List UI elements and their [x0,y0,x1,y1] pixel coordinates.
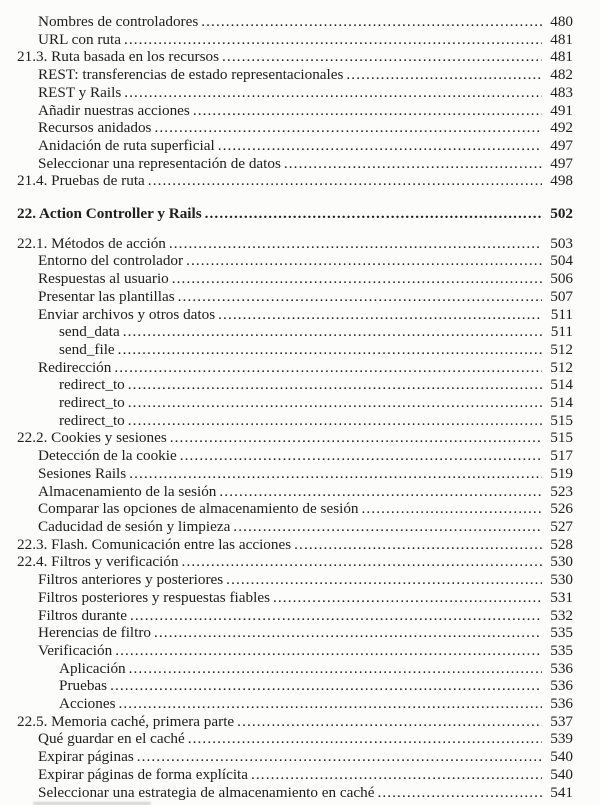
toc-leader-dots [170,429,542,447]
toc-leader-dots [294,536,542,554]
toc-entry-page: 517 [550,447,573,465]
toc-entry [17,713,573,731]
toc-entry [17,518,573,536]
toc-entry-label: Verificación [38,641,113,659]
toc-leader-dots [193,102,542,120]
toc-leader-dots [128,376,542,394]
toc-entry-page: 536 [550,677,573,695]
toc-entry [17,536,573,554]
toc-leader-dots [218,137,542,155]
toc-entry-label: Filtros posteriores y respuestas fiables [38,588,270,606]
toc-entry-page: 514 [550,394,573,412]
toc-entry-label: Expirar páginas de forma explícita [38,765,249,783]
toc-leader-dots [273,589,542,607]
toc-entry-label: 22.2. Cookies y sesiones [17,429,167,447]
toc-entry [17,252,573,270]
toc-entry-label: Respuestas al usuario [38,270,169,288]
toc-leader-dots [377,784,542,802]
toc-entry-page: 480 [550,13,573,30]
toc-entry-label: Comparar las opciones de almacenamiento de sesión [38,500,359,518]
toc-entry [17,172,573,190]
toc-leader-dots [124,31,542,49]
toc-leader-dots [233,518,542,536]
toc-entry [17,748,573,766]
toc-entry [17,589,573,607]
toc-entry-label: Añadir nuestras acciones [38,101,190,119]
toc-leader-dots [226,571,542,589]
toc-entry [17,784,573,802]
toc-entry-label: 22.4. Filtros y verificación [17,553,179,571]
toc-entry-label: Filtros durante [38,606,128,624]
toc-entry [17,48,573,66]
toc-leader-dots [219,483,542,501]
toc-entry-page: 531 [550,588,573,606]
toc-leader-dots [124,84,542,102]
toc-entry-page: 514 [550,376,573,394]
toc-entry-label: Filtros anteriores y posteriores [38,571,224,589]
toc-entry-page: 530 [550,553,573,571]
toc-entry [17,465,573,483]
toc-entry [17,642,573,660]
toc-entry-page: 532 [550,606,573,624]
toc-entry [17,695,573,713]
toc-entry-page: 491 [550,101,573,119]
toc-leader-dots [114,359,542,377]
toc-entry [17,137,573,155]
toc-entry [17,288,573,306]
toc-leader-dots [172,270,542,288]
toc-leader-dots [362,500,542,518]
toc-entry-label: Acciones [59,695,116,713]
toc-entry [17,730,573,748]
toc-leader-dots [169,235,542,253]
toc-leader-dots [205,205,542,223]
toc-entry [17,429,573,447]
toc-entry [17,270,573,288]
toc-entry-label: Detección de la cookie [38,447,177,465]
toc-entry-page: 512 [550,340,573,358]
toc-entry-page: 539 [550,730,573,748]
toc-entry [17,205,573,223]
toc-entry-page: 519 [550,464,573,482]
toc-leader-dots [115,642,542,660]
toc-entry-label: redirect_to [59,411,125,429]
toc-entry-label: redirect_to [59,376,125,394]
toc-entry-page: 512 [550,358,573,376]
toc-entry-page: 481 [550,48,573,66]
toc-entry-label: 22.3. Flash. Comunicación entre las acciones [17,535,292,553]
toc-entry [17,359,573,377]
toc-leader-dots [222,48,542,66]
toc-entry [17,677,573,695]
toc-leader-dots [154,624,542,642]
toc-entry-page: 503 [550,234,573,252]
toc-leader-dots [123,323,542,341]
toc-entry [17,500,573,518]
toc-entry [17,624,573,642]
toc-entry-page: 511 [550,323,573,341]
toc-entry-label: 22.1. Métodos de acción [17,234,166,252]
toc-leader-dots [251,766,542,784]
toc-entry-label: Anidación de ruta superficial [38,136,215,154]
toc-entry [17,412,573,430]
toc-entry-label: Qué guardar en el caché [38,730,185,748]
toc-leader-dots [182,553,542,571]
toc-leader-dots [180,447,542,465]
toc-entry-label: Recursos anidados [38,119,152,137]
toc-leader-dots [237,713,542,731]
toc-leader-dots [129,465,542,483]
toc-entry-label: Herencias de filtro [38,624,152,642]
toc-entry-page: 536 [550,695,573,713]
toc-leader-dots [129,660,542,678]
toc-entry-label: Sesiones Rails [38,464,127,482]
toc-leader-dots [110,677,542,695]
toc-entry [17,13,573,31]
toc-entry-page: 526 [550,500,573,518]
toc-leader-dots [186,252,542,270]
toc-entry-page: 535 [550,641,573,659]
toc-entry [17,447,573,465]
toc-entry-page: 530 [550,571,573,589]
toc-entry-page: 515 [550,411,573,429]
toc-leader-dots [118,341,542,359]
toc-entry [17,119,573,137]
toc-entry-label: REST y Rails [38,83,122,101]
toc-entry-label: send_data [59,323,120,341]
toc-leader-dots [130,607,542,625]
toc-entry-page: 504 [550,252,573,270]
toc-entry-label: Aplicación [59,659,126,677]
toc-entry-page: 537 [550,712,573,730]
toc-entry-page: 541 [550,783,573,801]
toc-entry [17,607,573,625]
toc-entry-label: REST: transferencias de estado representacionales [38,66,344,84]
toc-leader-dots [218,306,542,324]
toc-leader-dots [128,394,542,412]
toc-entry [17,553,573,571]
toc-leader-dots [128,412,542,430]
toc-leader-dots [178,288,542,306]
toc-entry-label: Almacenamiento de la sesión [38,482,217,500]
toc-entry [17,31,573,49]
toc-entry-label: redirect_to [59,394,125,412]
toc-entry-label: 21.4. Pruebas de ruta [17,172,145,190]
toc-entry-label: Seleccionar una representación de datos [38,154,281,172]
toc-entry-page: 540 [550,748,573,766]
toc-entry [17,660,573,678]
toc-entry-label: 22.5. Memoria caché, primera parte [17,712,235,730]
toc-entry-label: Nombres de controladores [38,13,199,30]
toc-entry [17,235,573,253]
toc-entry-page: 507 [550,287,573,305]
toc-entry-label: URL con ruta [38,30,121,48]
toc-entry-label: 22. Action Controller y Rails [17,205,202,223]
toc-entry-page: 540 [550,765,573,783]
toc-entry-label: Redirección [38,358,112,376]
toc-entry [17,571,573,589]
toc-entry [17,102,573,120]
toc-entry [17,66,573,84]
toc-entry-page: 535 [550,624,573,642]
toc-entry-label: Presentar las plantillas [38,287,175,305]
toc-entry-label: Caducidad de sesión y limpieza [38,517,231,535]
toc-entry-page: 492 [550,119,573,137]
toc-entry-page: 482 [550,66,573,84]
toc-leader-dots [188,730,542,748]
toc-entry-page: 498 [550,172,573,190]
toc-entry [17,483,573,501]
toc-entry-page: 497 [550,154,573,172]
toc-entry [17,394,573,412]
toc-entry [17,376,573,394]
toc-entry-label: send_file [59,340,115,358]
toc-entry-label: Pruebas [59,677,108,695]
toc-entry-page: 481 [550,30,573,48]
toc-leader-dots [201,13,542,31]
toc-entry [17,323,573,341]
toc-entry-label: Enviar archivos y otros datos [38,305,216,323]
toc-entry-label: Entorno del controlador [38,252,184,270]
toc-entry-page: 502 [550,205,573,223]
toc-entry [17,306,573,324]
toc-leader-dots [137,748,542,766]
toc-entry-page: 528 [550,535,573,553]
toc-leader-dots [119,695,542,713]
toc-entry-page: 511 [550,305,573,323]
toc-entry-page: 515 [550,429,573,447]
toc-entry-page: 483 [550,83,573,101]
toc-entry-label: Seleccionar una estrategia de almacenamiento en caché [38,783,375,801]
toc-entry-page: 497 [550,136,573,154]
toc-entry-page: 527 [550,517,573,535]
toc-entry [17,766,573,784]
toc-entry-page: 506 [550,270,573,288]
toc-entry-page: 523 [550,482,573,500]
toc-entry-label: 21.3. Ruta basada en los recursos [17,48,220,66]
toc-entry [17,155,573,173]
toc-entry [17,84,573,102]
toc-leader-dots [346,66,542,84]
toc-leader-dots [284,155,542,173]
toc-entry [17,341,573,359]
toc-entry-label: Expirar páginas [38,748,134,766]
toc-entry-page: 536 [550,659,573,677]
toc-leader-dots [148,172,542,190]
toc-leader-dots [154,119,542,137]
